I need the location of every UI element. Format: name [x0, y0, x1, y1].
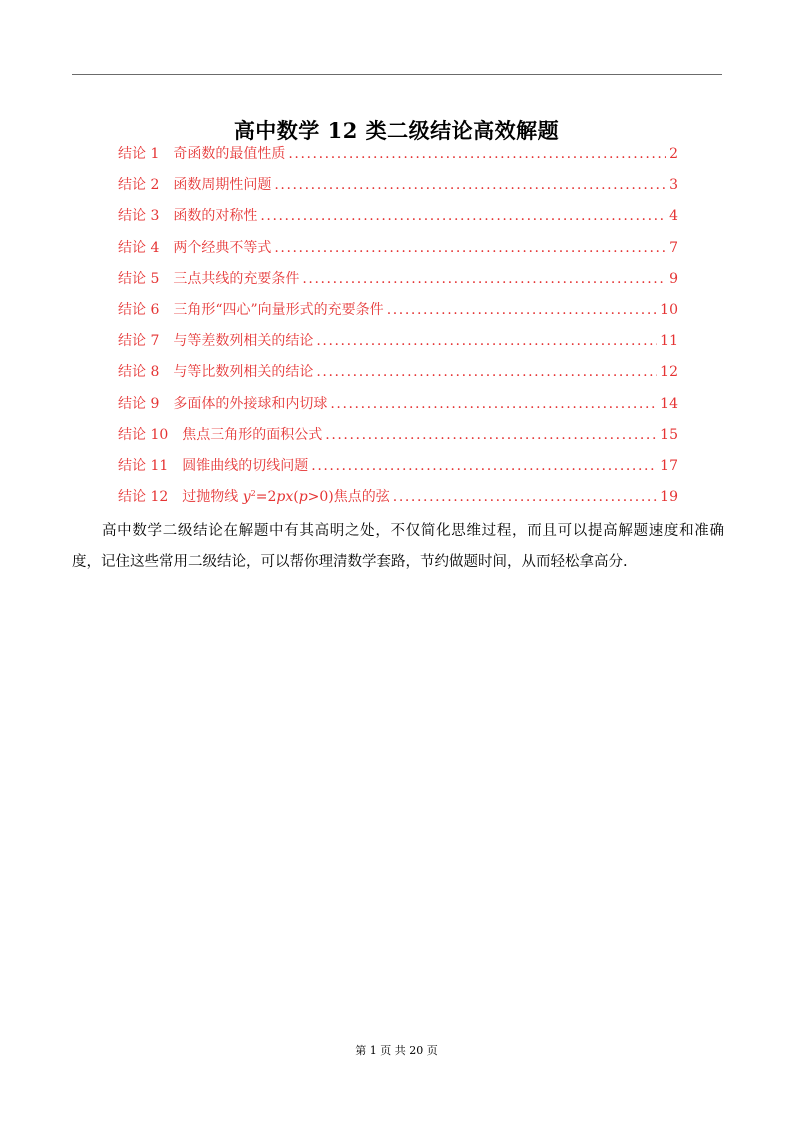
formula-y: y: [242, 489, 251, 506]
table-of-contents: [118, 143, 678, 517]
toc-title: 三角形“四心”向量形式的充要条件: [173, 301, 384, 318]
toc-leader: [288, 146, 666, 162]
toc-title: 多面体的外接球和内切球: [173, 395, 328, 412]
toc-label: 结论 1: [118, 146, 160, 162]
toc-label: 结论 6: [118, 301, 160, 318]
toc-page: 14: [660, 395, 678, 412]
toc-title: 与等比数列相关的结论: [173, 364, 314, 381]
toc-item-7[interactable]: [118, 330, 678, 361]
formula-open-paren: (: [293, 489, 299, 506]
toc-item-12[interactable]: [118, 486, 678, 517]
toc-title: 焦点三角形的面积公式: [182, 426, 323, 443]
document-title: 高中数学 12 类二级结论高效解题: [233, 118, 560, 144]
toc-item-3[interactable]: [118, 205, 678, 236]
toc-item-11[interactable]: [118, 455, 678, 486]
toc-title: 三点共线的充要条件: [173, 270, 300, 287]
toc-title: 圆锥曲线的切线问题: [182, 457, 309, 474]
toc-leader: [387, 302, 657, 318]
toc-item-9[interactable]: [118, 393, 678, 424]
intro-paragraph: 高中数学二级结论在解题中有其高明之处，不仅简化思维过程，而且可以提高解题速度和准确度，记住这些常用二级结论，可以帮你理清数学套路，节约做题时间，从而轻松拿高分.: [72, 523, 724, 570]
toc-item-5[interactable]: [118, 268, 678, 299]
toc-page: 4: [669, 208, 678, 225]
toc-label: 结论 5: [118, 270, 160, 287]
toc-item-10[interactable]: [118, 424, 678, 455]
toc-page: 2: [669, 146, 678, 162]
toc-leader: [311, 458, 657, 474]
toc-title: 两个经典不等式: [173, 239, 272, 256]
toc-page: 17: [660, 457, 678, 474]
toc-leader: [274, 240, 666, 256]
toc-leader: [316, 364, 657, 380]
toc-page: 7: [669, 239, 678, 256]
toc-item-4[interactable]: [118, 237, 678, 268]
toc-title: 函数的对称性: [173, 208, 258, 225]
toc-page: 10: [660, 301, 678, 318]
toc-label: 结论 3: [118, 208, 160, 225]
toc-title: [182, 486, 390, 506]
toc-page: 19: [660, 489, 678, 506]
toc-label: 结论 9: [118, 395, 160, 412]
formula-px: px: [276, 489, 294, 506]
toc-leader: [393, 489, 657, 505]
toc-page: 15: [660, 426, 678, 443]
toc-leader: [260, 208, 666, 224]
toc-item-1[interactable]: [118, 143, 678, 174]
toc-leader: [330, 396, 657, 412]
toc-leader: [302, 271, 666, 287]
toc-label: 结论 7: [118, 333, 160, 350]
page-footer: 第 1 页 共 20 页: [355, 1044, 438, 1057]
formula-exponent: 2: [250, 489, 256, 499]
toc-title: 奇函数的最值性质: [173, 146, 286, 162]
formula-condition: >0): [307, 489, 334, 506]
toc-item-6[interactable]: [118, 299, 678, 330]
toc-title: 与等差数列相关的结论: [173, 333, 314, 350]
header-rule: [72, 74, 722, 75]
toc-page: 11: [660, 333, 678, 350]
toc-page: 12: [660, 364, 678, 381]
toc-item-8[interactable]: [118, 361, 678, 392]
toc-label: 结论 11: [118, 457, 169, 474]
toc-page: 3: [669, 177, 678, 194]
toc-title-prefix: 过抛物线: [182, 489, 243, 506]
toc-item-2[interactable]: [118, 174, 678, 205]
toc-title-suffix: 焦点的弦: [333, 489, 390, 506]
toc-label: 结论 2: [118, 177, 160, 194]
toc-leader: [325, 427, 657, 443]
toc-label: 结论 10: [118, 426, 169, 443]
toc-leader: [316, 333, 657, 349]
toc-label: 结论 4: [118, 239, 160, 256]
formula-p: p: [298, 489, 308, 506]
toc-page: 9: [669, 270, 678, 287]
toc-label: 结论 12: [118, 489, 169, 506]
toc-leader: [274, 177, 666, 193]
toc-label: 结论 8: [118, 364, 160, 381]
toc-title: 函数周期性问题: [173, 177, 272, 194]
formula-equals: =2: [255, 489, 277, 506]
